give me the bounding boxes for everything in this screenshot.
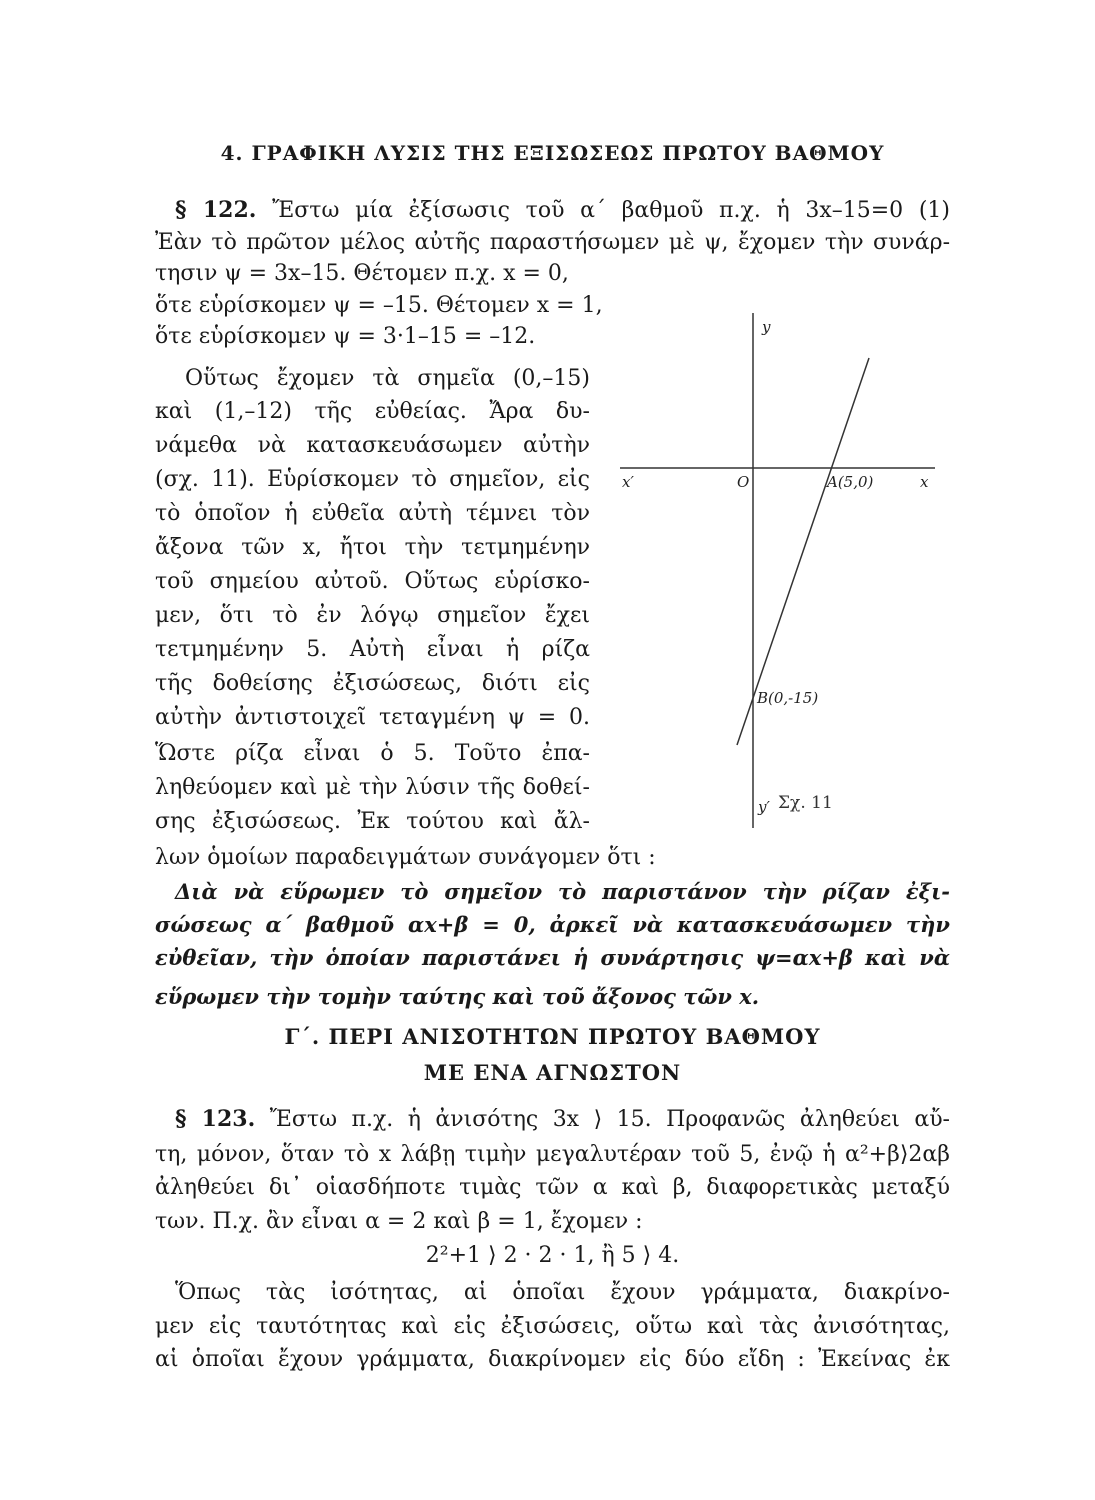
text-line: ἄξονα τῶν x, ἤτοι τὴν τετμημένην [155,535,590,560]
text-line: τη, μόνον, ὅταν τὸ x λάβῃ τιμὴν μεγαλυτέραν τοῦ 5, ἐνῷ ἡ α²+β⟩2αβ [155,1142,950,1167]
section-heading: Γ΄. ΠΕΡΙ ΑΝΙΣΟΤΗΤΩΝ ΠΡΩΤΟΥ ΒΑΘΜΟΥ [284,1024,821,1049]
text-line: Ὥστε ρίζα εἶναι ὁ 5. Τοῦτο ἐπα- [155,741,590,766]
point-b-label: B(0,-15) [757,689,819,707]
text-line: ληθεύομεν καὶ μὲ τὴν λύσιν τῆς δοθεί- [155,775,590,800]
text-line: Ἐὰν τὸ πρῶτον μέλος αὐτῆς παραστήσωμεν μὲ ψ, ἔχομεν τὴν συνάρ- [155,230,950,255]
chapter-heading: 4. ΓΡΑΦΙΚΗ ΛΥΣΙΣ ΤΗΣ ΕΞΙΣΩΣΕΩΣ ΠΡΩΤΟΥ ΒΑΘΜΟΥ [220,141,885,165]
text-line: τησιν ψ = 3x–15. Θέτομεν π.χ. x = 0, [155,261,569,286]
y-label: y [762,318,771,336]
text-line: σης ἐξισώσεως. Ἐκ τούτου καὶ ἄλ- [155,809,590,834]
text-line: αἱ ὁποῖαι ἔχουν γράμματα, διακρίνομεν εἰς δύο εἴδη : Ἐκείνας ἐκ [155,1347,950,1372]
text-line: ὅτε εὑρίσκομεν ψ = 3·1–15 = –12. [155,324,536,349]
text-line: τετμημένην 5. Αὐτὴ εἶναι ἡ ρίζα [155,637,590,662]
text-line: τοῦ σημείου αὐτοῦ. Οὕτως εὑρίσκο- [155,569,590,594]
text-line: των. Π.χ. ἂν εἶναι α = 2 καὶ β = 1, ἔχομεν : [155,1209,643,1234]
text-line: εὐθεῖαν, τὴν ὁποίαν παριστάνει ἡ συνάρτησις ψ=αx+β καὶ νὰ [155,945,950,970]
origin-label: O [737,473,750,491]
text-line: λων ὁμοίων παραδειγμάτων συνάγομεν ὅτι : [155,845,656,870]
text-line: 2²+1 ⟩ 2 · 2 · 1, ἢ 5 ⟩ 4. [425,1243,680,1268]
text-line: ἀληθεύει δι᾽ οἱασδήποτε τιμὰς τῶν α καὶ β, διαφορετικὰς μεταξύ [155,1175,950,1200]
x-neg-label: x′ [622,473,634,491]
section-number: § 122. [175,197,257,223]
text-line: τὸ ὁποῖον ἡ εὐθεῖα αὐτὴ τέμνει τὸν [155,501,590,526]
text: Ἔστω π.χ. ἡ ἀνισότης 3x ⟩ 15. Προφανῶς ἀληθεύει αὔ- [269,1107,950,1132]
text-line: Ὅπως τὰς ἰσότητας, αἱ ὁποῖαι ἔχουν γράμματα, διακρίνο- [175,1280,950,1305]
x-label: x [920,473,929,491]
text-line: καὶ (1,–12) τῆς εὐθείας. Ἄρα δυ- [155,399,590,424]
text-line: νάμεθα νὰ κατασκευάσωμεν αὐτὴν [155,433,590,458]
section-heading-sub: ΜΕ ΕΝΑ ΑΓΝΩΣΤΟΝ [423,1060,682,1085]
text-line: ὅτε εὑρίσκομεν ψ = –15. Θέτομεν x = 1, [155,293,603,318]
text-line: σώσεως α΄ βαθμοῦ αx+β = 0, ἀρκεῖ νὰ κατασκευάσωμεν τὴν [155,912,950,937]
text: Ἔστω μία ἐξίσωσις τοῦ α΄ βαθμοῦ π.χ. ἡ 3x–15=0 (1) [272,198,950,223]
text-line: Οὕτως ἔχομεν τὰ σημεῖα (0,–15) [185,366,590,391]
y-neg-label: y′ [758,798,770,816]
figure-caption: Σχ. 11 [778,793,833,813]
text-line: (σχ. 11). Εὑρίσκομεν τὸ σημεῖον, εἰς [155,467,590,492]
text-line: μεν εἰς ταυτότητας καὶ εἰς ἐξισώσεις, οὕτω καὶ τὰς ἀνισότητας, [155,1314,950,1339]
text-line: εὕρωμεν τὴν τομὴν ταύτης καὶ τοῦ ἄξονος τῶν x. [155,984,760,1009]
text-line: αὐτὴν ἀντιστοιχεῖ τεταγμένη ψ = 0. [155,705,590,730]
point-a-label: A(5,0) [827,473,874,491]
text-line: μεν, ὅτι τὸ ἐν λόγῳ σημεῖον ἔχει [155,603,590,628]
section-number: § 123. [175,1106,256,1132]
graph-line [737,358,869,745]
text-line: τῆς δοθείσης ἐξισώσεως, διότι εἰς [155,671,590,696]
paragraph-123-line [175,1104,950,1135]
text-line: Διὰ νὰ εὕρωμεν τὸ σημεῖον τὸ παριστάνον τὴν ρίζαν ἐξι- [175,879,950,904]
